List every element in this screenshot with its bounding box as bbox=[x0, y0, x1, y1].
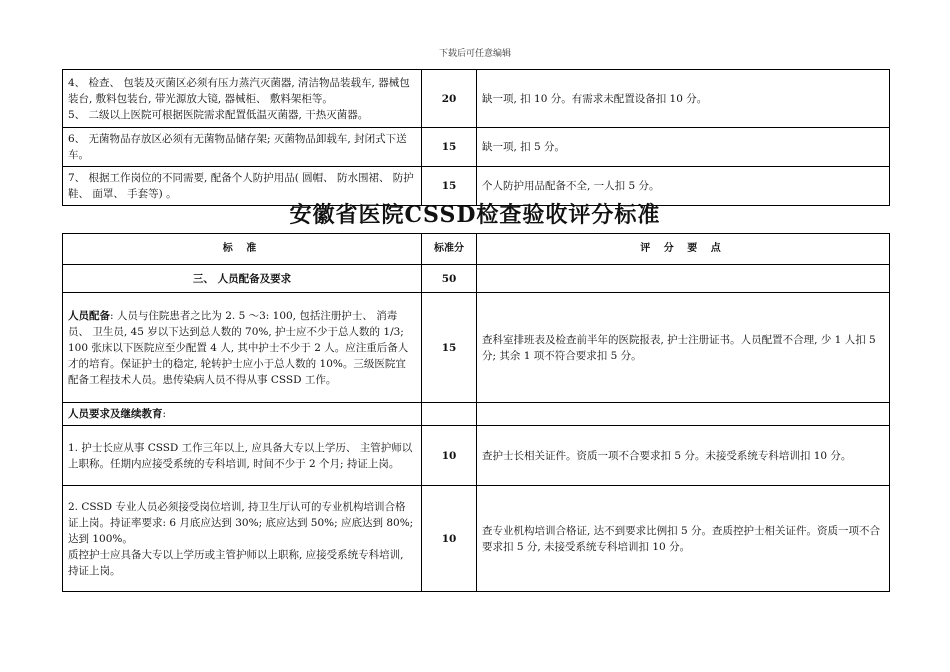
subsection-title bbox=[63, 403, 422, 426]
staffing-label: 人员配备 bbox=[68, 309, 110, 322]
standard-line: 质控护士应具备大专以上学历或主管护师以上职称, 应接受系统专科培训, 持证上岗。 bbox=[68, 548, 404, 577]
standard-cell bbox=[63, 486, 422, 592]
standard-cell bbox=[63, 70, 422, 128]
education-label: 人员要求及继续教育 bbox=[68, 408, 163, 420]
page-header-note: 下载后可任意编辑 bbox=[438, 49, 511, 59]
table-row bbox=[63, 70, 890, 128]
empty-cell bbox=[477, 403, 890, 426]
standard-cell bbox=[63, 293, 422, 403]
rule-cell: 个人防护用品配备不全, 一人扣 5 分。 bbox=[477, 167, 890, 206]
subsection-row bbox=[63, 403, 890, 426]
table-row bbox=[63, 426, 890, 486]
empty-cell bbox=[422, 403, 477, 426]
score-cell: 10 bbox=[422, 486, 477, 592]
rule-cell: 查护士长相关证件。资质一项不合要求扣 5 分。未接受系统专科培训扣 10 分。 bbox=[477, 426, 890, 486]
rule-cell: 缺一项, 扣 5 分。 bbox=[477, 128, 890, 167]
section-row bbox=[63, 265, 890, 293]
header-score: 标准分 bbox=[422, 234, 477, 265]
rule-cell: 查专业机构培训合格证, 达不到要求比例扣 5 分。查质控护士相关证件。资质一项不合要求扣 5 分, 未接受系统专科培训扣 10 分。 bbox=[477, 486, 890, 592]
staffing-text: : 人员与住院患者之比为 2. 5 ～3: 100, 包括注册护士、 消毒员、 卫生员, 45 岁以下达到总人数的 70%, 护士应不少于总人数的 1/3; 100 张床以下医院应至少配置 4 人, 其中护士不少于 2 人。应注重后备人才的培育。保证护士的稳定, 轮转护士应小于总人数的 10%。三级医院宜配备工程技术人员。患传染病人员不得从事 CSSD 工作。 bbox=[68, 309, 409, 386]
table-row bbox=[63, 486, 890, 592]
standard-line: 7、 根据工作岗位的不同需要, 配备个人防护用品( 圆帽、 防水围裙、 防护鞋、 面罩、 手套等) 。 bbox=[68, 172, 414, 200]
score-cell: 20 bbox=[422, 70, 477, 128]
section-score: 50 bbox=[422, 265, 477, 293]
standard-line: 5、 二级以上医院可根据医院需求配置低温灭菌器, 干热灭菌器。 bbox=[68, 108, 369, 121]
rule-cell: 查科室排班表及检查前半年的医院报表, 护士注册证书。人员配置不合理, 少 1 人扣 5 分; 其余 1 项不符合要求扣 5 分。 bbox=[477, 293, 890, 403]
score-cell: 15 bbox=[422, 293, 477, 403]
table-row bbox=[63, 293, 890, 403]
page-title: 安徽省医院CSSD检查验收评分标准 bbox=[289, 202, 661, 228]
standard-line: 6、 无菌物品存放区必须有无菌物品储存架; 灭菌物品卸载车, 封闭式下送车。 bbox=[68, 133, 407, 161]
education-colon: : bbox=[162, 408, 167, 420]
header-rule: 评 分 要 点 bbox=[477, 234, 890, 265]
rule-cell: 缺一项, 扣 10 分。有需求未配置设备扣 10 分。 bbox=[477, 70, 890, 128]
score-cell: 15 bbox=[422, 128, 477, 167]
equipment-table bbox=[62, 69, 890, 206]
standard-cell: 1. 护士长应从事 CSSD 工作三年以上, 应具备大专以上学历、 主管护师以上职称。任期内应接受系统的专科培训, 时间不少于 2 个月; 持证上岗。 bbox=[63, 426, 422, 486]
header-standard: 标 准 bbox=[63, 234, 422, 265]
table-header-row bbox=[63, 234, 890, 265]
standard-cell bbox=[63, 128, 422, 167]
score-cell: 15 bbox=[422, 167, 477, 206]
empty-cell bbox=[477, 265, 890, 293]
score-cell: 10 bbox=[422, 426, 477, 486]
scoring-table bbox=[62, 233, 890, 592]
table-row bbox=[63, 128, 890, 167]
section-title: 三、 人员配备及要求 bbox=[63, 265, 422, 293]
standard-line: 4、 检查、 包装及灭菌区必须有压力蒸汽灭菌器, 清洁物品装载车, 器械包装台, 敷料包装台, 带光源放大镜, 器械柜、 敷料架柜等。 bbox=[68, 76, 410, 105]
standard-line: 2. CSSD 专业人员必须接受岗位培训, 持卫生厅认可的专业机构培训合格证上岗。持证率要求: 6 月底应达到 30%; 底应达到 50%; 应底达到 80%; 达到 100%。 bbox=[68, 500, 414, 545]
